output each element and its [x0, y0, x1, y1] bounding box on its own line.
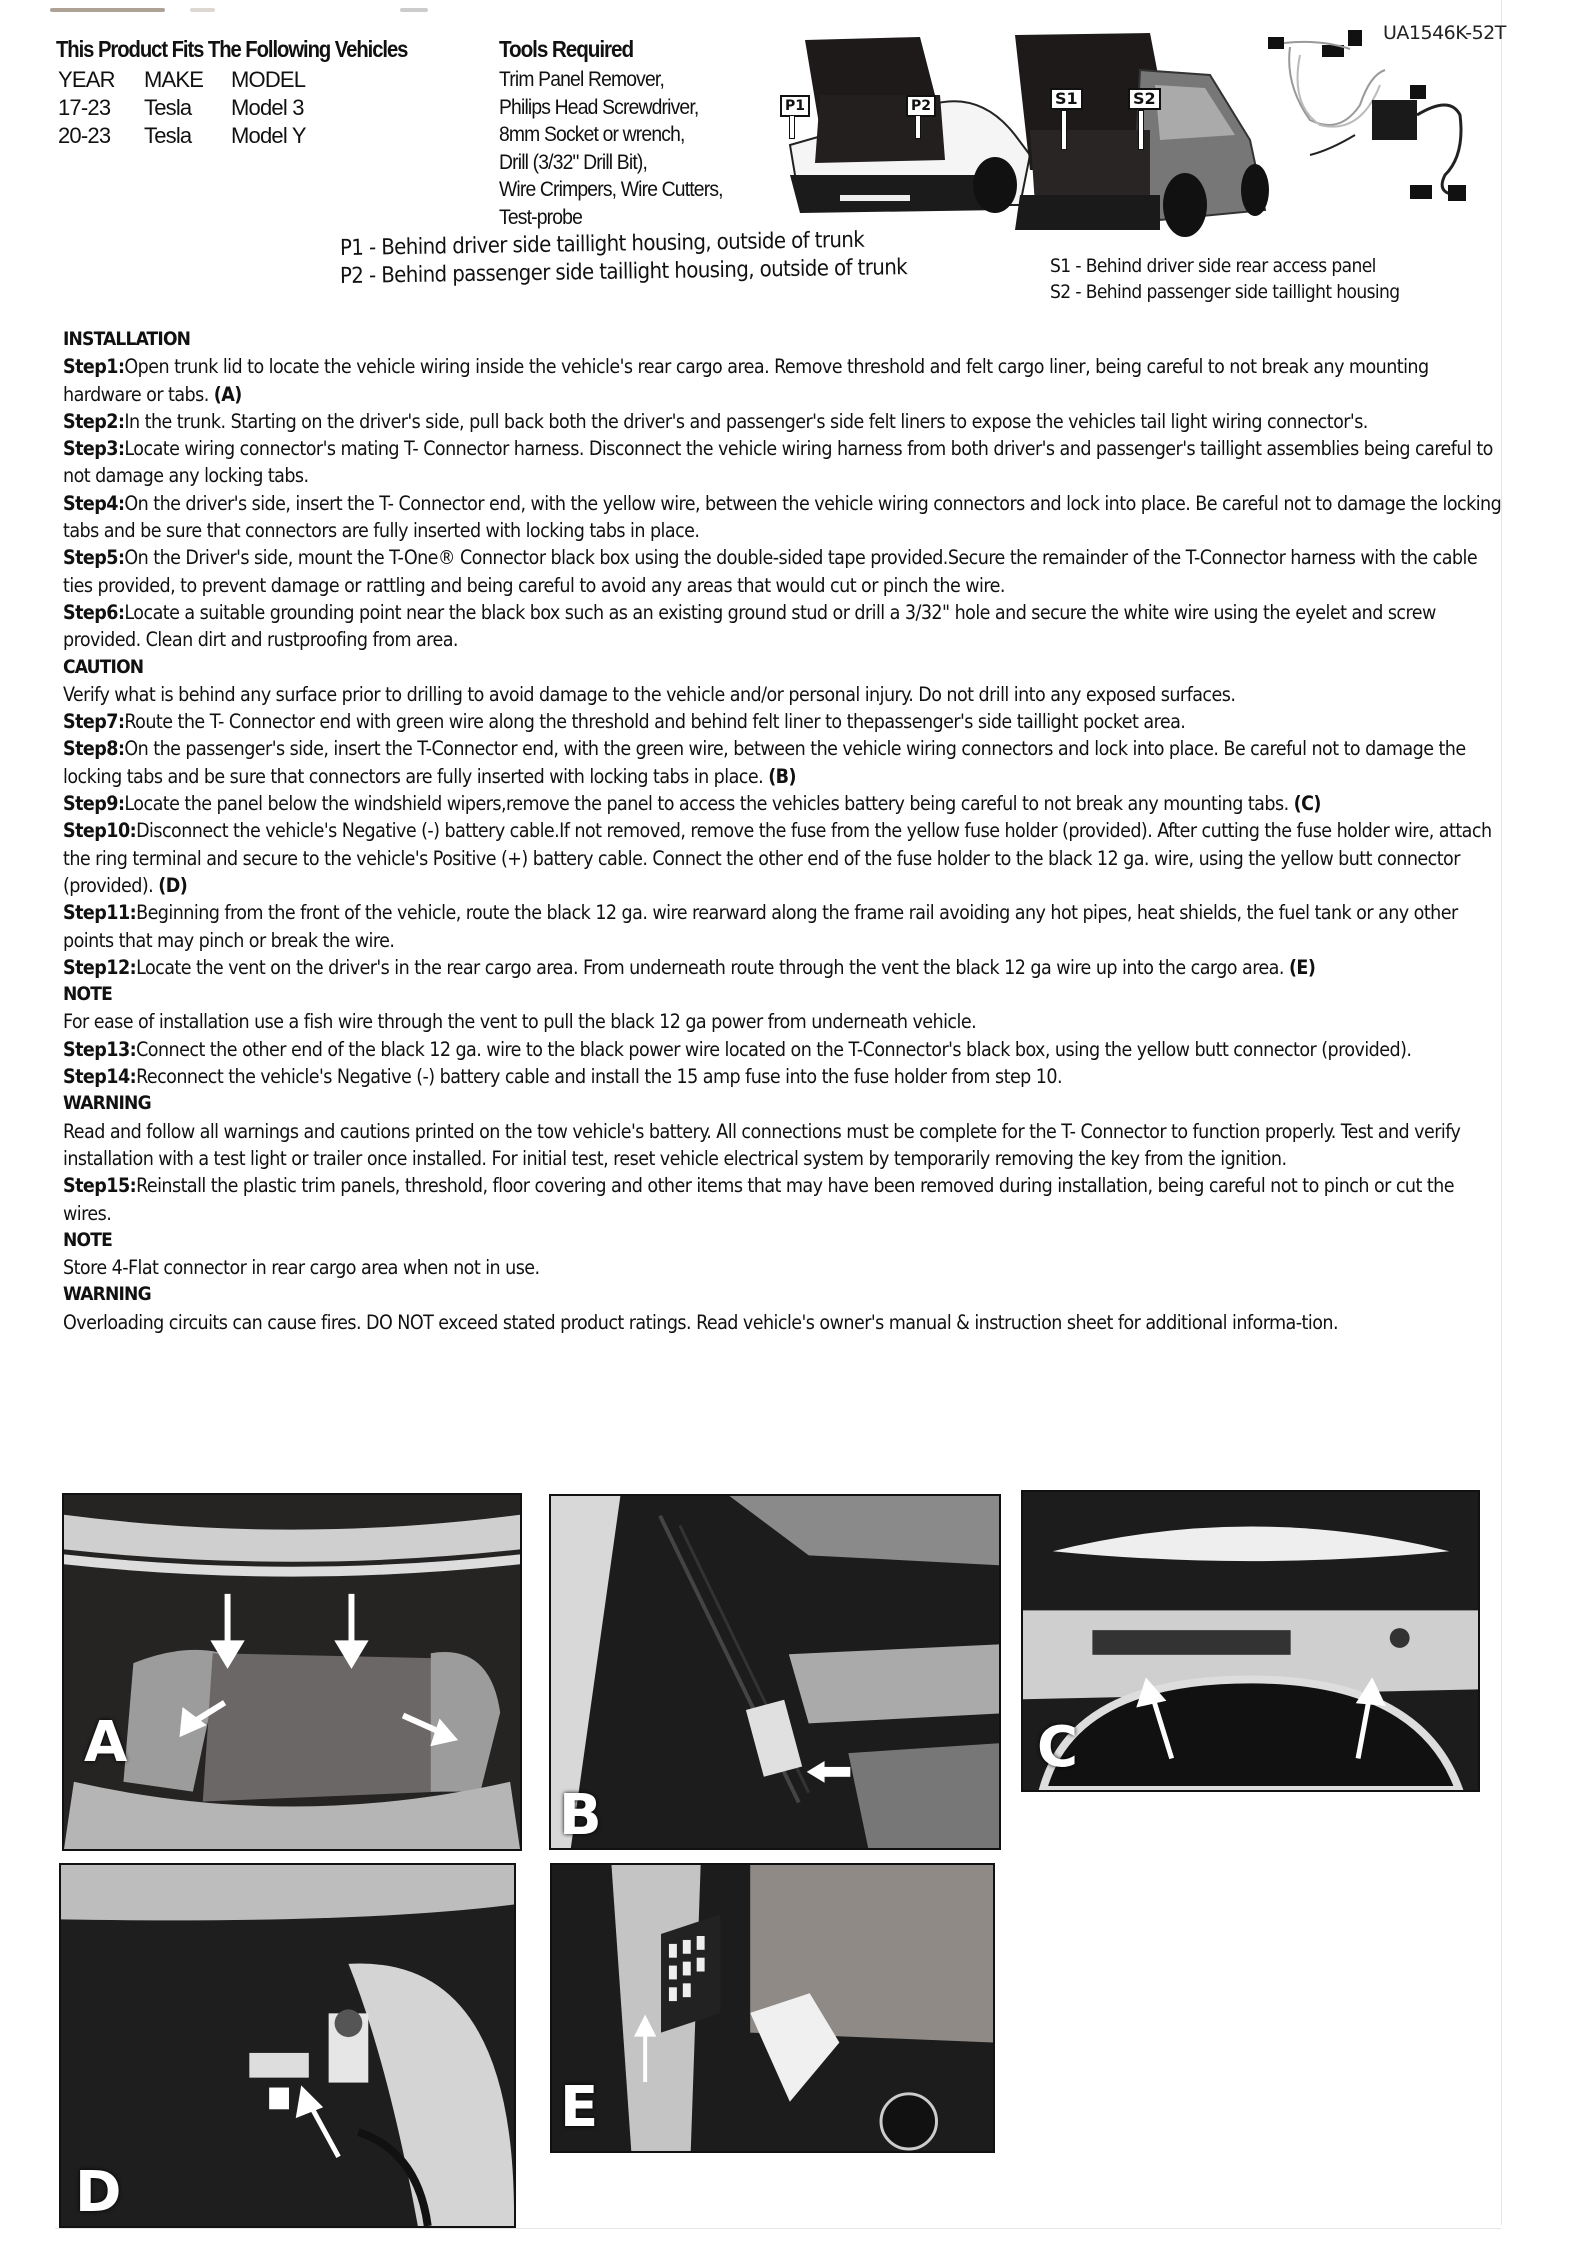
- tag-s2: S2: [1128, 88, 1161, 110]
- fits-year: 17-23: [58, 95, 111, 120]
- wiring-harness-image: [1260, 25, 1490, 205]
- part-number: UA1546K-52T: [1383, 22, 1506, 44]
- install-step: [63, 1036, 1503, 1063]
- install-step: [63, 408, 1503, 435]
- fits-row: [58, 122, 306, 150]
- tool-item: Trim Panel Remover,: [499, 68, 665, 91]
- caption-p1: P1 - Behind driver side taillight housing, outside of trunk: [339, 227, 865, 261]
- step-label: Step14:: [63, 1065, 137, 1089]
- fits-make: Tesla: [144, 123, 192, 148]
- section-heading: CAUTION: [63, 655, 144, 678]
- step-text: On the Driver's side, mount the T-One® Connector black box using the double-sided tape provided.Secure the remainder of the T-Connector harness with the cable ties provided, to prevent damage or rattling and being careful to avoid any areas that would cut or pinch the wire.: [63, 546, 1478, 597]
- caption-s1: S1 - Behind driver side rear access panel: [1050, 255, 1376, 277]
- col-make: MAKE: [144, 67, 204, 92]
- battery-photo: [61, 1865, 514, 2226]
- fits-header-row: [58, 66, 306, 94]
- install-step: [63, 435, 1503, 490]
- step-label: Step12:: [63, 955, 137, 979]
- step-text: Beginning from the front of the vehicle, route the black 12 ga. wire rearward along the frame rail avoiding any hot pipes, heat shields, the fuel tank or any other points that may pinch or break the wire.: [63, 901, 1458, 952]
- install-step: [63, 490, 1503, 545]
- tools-title: Tools Required: [499, 36, 634, 62]
- section-heading: WARNING: [63, 1092, 151, 1115]
- step-text: Locate wiring connector's mating T- Connector harness. Disconnect the vehicle wiring harness from both driver's and passenger's taillight assemblies being careful to not damage any locking tabs.: [63, 437, 1493, 488]
- section-heading: NOTE: [63, 1228, 112, 1251]
- install-step: [63, 353, 1503, 408]
- windshield-panel-photo: [1023, 1492, 1478, 1790]
- step-label: Step4:: [63, 491, 125, 515]
- figure-reference: (D): [158, 873, 188, 897]
- note-paragraph: For ease of installation use a fish wire through the vent to pull the black 12 ga power from underneath vehicle.: [63, 1010, 977, 1034]
- install-step: [63, 1063, 1503, 1090]
- tool-item: 8mm Socket or wrench,: [499, 123, 685, 146]
- step-label: Step11:: [63, 901, 137, 925]
- note-paragraph: Read and follow all warnings and cautions printed on the tow vehicle's battery. All connections must be complete for the T- Connector to function properly. Test and verify installation with a test light or trailer once installed. For initial test, reset vehicle electrical system by temporarily removing the key from the ignition.: [63, 1119, 1461, 1170]
- step-text: Open trunk lid to locate the vehicle wiring inside the vehicle's rear cargo area. Remove threshold and felt cargo liner, being careful to not break any mounting hardware or tabs.: [63, 355, 1429, 406]
- tool-item: Drill (3/32" Drill Bit),: [499, 150, 648, 174]
- photo-label-b: B: [559, 1783, 602, 1848]
- figure-reference: (A): [213, 382, 242, 406]
- photo-b: [549, 1494, 1001, 1850]
- trunk-photo: [64, 1495, 520, 1849]
- step-label: Step3:: [63, 437, 125, 461]
- step-label: Step13:: [63, 1037, 137, 1061]
- install-step: [63, 735, 1503, 790]
- page-bottom-line: [55, 2228, 1501, 2229]
- installation-heading: INSTALLATION: [63, 328, 191, 350]
- photo-label-a: A: [84, 1710, 128, 1775]
- caption-s2: S2 - Behind passenger side taillight housing: [1050, 281, 1400, 303]
- tag-stem: [789, 115, 795, 139]
- step-text: Route the T- Connector end with green wire along the threshold and behind felt liner to thepassenger's side taillight pocket area.: [124, 710, 1186, 734]
- tag-stem: [1138, 110, 1144, 150]
- tool-item: Philips Head Screwdriver,: [499, 95, 699, 119]
- step-label: Step10:: [63, 819, 137, 843]
- col-model: MODEL: [231, 67, 306, 92]
- note-paragraph: Overloading circuits can cause fires. DO NOT exceed stated product ratings. Read vehicle's owner's manual & instruction sheet for additional informa-tion.: [63, 1310, 1338, 1334]
- step-label: Step7:: [63, 710, 125, 734]
- fits-table: [58, 66, 306, 150]
- section-heading: NOTE: [63, 983, 112, 1006]
- caption-p2: P2 - Behind passenger side taillight housing, outside of trunk: [339, 255, 908, 289]
- tag-p2: P2: [906, 95, 936, 117]
- install-step: [63, 544, 1503, 599]
- fits-make: Tesla: [144, 95, 192, 120]
- fits-title: This Product Fits The Following Vehicles: [56, 36, 408, 62]
- fits-row: [58, 94, 306, 122]
- figure-reference: (C): [1293, 792, 1321, 816]
- installation-instructions: [63, 326, 1503, 1336]
- photo-e: [550, 1863, 995, 2153]
- step-text: Reinstall the plastic trim panels, threshold, floor covering and other items that may have been removed during installation, being careful not to pinch or cut the wires.: [63, 1174, 1454, 1225]
- note-paragraph: Store 4-Flat connector in rear cargo area when not in use.: [63, 1256, 540, 1280]
- taillight-wiring-photo: [551, 1496, 999, 1848]
- step-label: Step9:: [63, 792, 125, 816]
- photo-a: [62, 1493, 522, 1851]
- figure-reference: (E): [1288, 955, 1316, 979]
- step-text: Connect the other end of the black 12 ga. wire to the black power wire located on the T-Connector's black box, using the yellow butt connector (provided).: [136, 1037, 1412, 1061]
- tag-s1: S1: [1050, 88, 1083, 110]
- install-step: [63, 1172, 1503, 1227]
- install-step: [63, 790, 1503, 817]
- tool-item: Test-probe: [499, 205, 583, 229]
- step-text: In the trunk. Starting on the driver's side, pull back both the driver's and passenger's side felt liners to expose the vehicles tail light wiring connector's.: [124, 409, 1368, 433]
- install-step: [63, 708, 1503, 735]
- step-text: Locate a suitable grounding point near the black box such as an existing ground stud or drill a 3/32" hole and secure the white wire using the eyelet and screw provided. Clean dirt and rustproofing from area.: [63, 600, 1436, 652]
- rear-vent-photo: [552, 1865, 993, 2151]
- scan-artifact: [400, 8, 428, 12]
- install-step: [63, 599, 1503, 654]
- step-label: Step1:: [63, 355, 125, 379]
- step-text: On the passenger's side, insert the T-Connector end, with the green wire, between the vehicle wiring connectors and lock into place. Be careful not to damage the locking tabs and be sure that connectors are fully inserted with locking tabs in place.: [63, 737, 1466, 788]
- scan-artifact: [50, 8, 165, 12]
- photo-d: [59, 1863, 516, 2228]
- tag-stem: [915, 115, 921, 139]
- sedan-illustration: [780, 35, 1035, 225]
- install-step: [63, 817, 1503, 899]
- step-label: Step5:: [63, 546, 125, 570]
- install-step: [63, 954, 1503, 981]
- fits-model: Model Y: [231, 123, 306, 148]
- step-text: On the driver's side, insert the T- Connector end, with the yellow wire, between the vehicle wiring connectors and lock into place. Be careful not to damage the locking tabs and be sure that connectors are fully inserted with locking tabs in place.: [63, 491, 1502, 543]
- step-label: Step15:: [63, 1174, 137, 1198]
- photo-label-d: D: [75, 2160, 122, 2225]
- sedan-image: [780, 35, 1035, 225]
- tools-list: [499, 66, 742, 231]
- note-paragraph: Verify what is behind any surface prior to drilling to avoid damage to the vehicle and/or personal injury. Do not drill into any exposed surfaces.: [63, 682, 1236, 706]
- tool-item: Wire Crimpers, Wire Cutters,: [499, 178, 723, 201]
- fits-year: 20-23: [58, 123, 111, 148]
- section-heading: WARNING: [63, 1283, 151, 1306]
- scan-artifact: [190, 8, 215, 12]
- tag-stem: [1061, 110, 1067, 150]
- step-text: Reconnect the vehicle's Negative (-) battery cable and install the 15 amp fuse into the fuse holder from step 10.: [136, 1065, 1062, 1089]
- step-text: Locate the vent on the driver's in the rear cargo area. From underneath route through the vent the black 12 ga wire up into the cargo area.: [136, 955, 1284, 979]
- step-label: Step8:: [63, 737, 125, 761]
- step-text: Locate the panel below the windshield wipers,remove the panel to access the vehicles battery being careful to not break any mounting tabs.: [124, 792, 1289, 816]
- fits-model: Model 3: [231, 95, 304, 120]
- wiring-harness-icon: [1260, 25, 1490, 205]
- photo-c: [1021, 1490, 1480, 1792]
- col-year: YEAR: [58, 67, 115, 92]
- step-text: Disconnect the vehicle's Negative (-) battery cable.If not removed, remove the fuse from the yellow fuse holder (provided). After cutting the fuse holder wire, attach the ring terminal and secure to the vehicle's Positive (+) battery cable. Connect the other end of the fuse holder to the black 12 ga. wire, using the yellow butt connector (provided).: [63, 819, 1492, 897]
- photo-label-e: E: [560, 2075, 599, 2140]
- tag-p1: P1: [780, 95, 810, 117]
- step-label: Step6:: [63, 600, 125, 624]
- figure-reference: (B): [768, 764, 796, 788]
- install-step: [63, 899, 1503, 954]
- photo-label-c: C: [1037, 1715, 1079, 1780]
- step-label: Step2:: [63, 409, 125, 433]
